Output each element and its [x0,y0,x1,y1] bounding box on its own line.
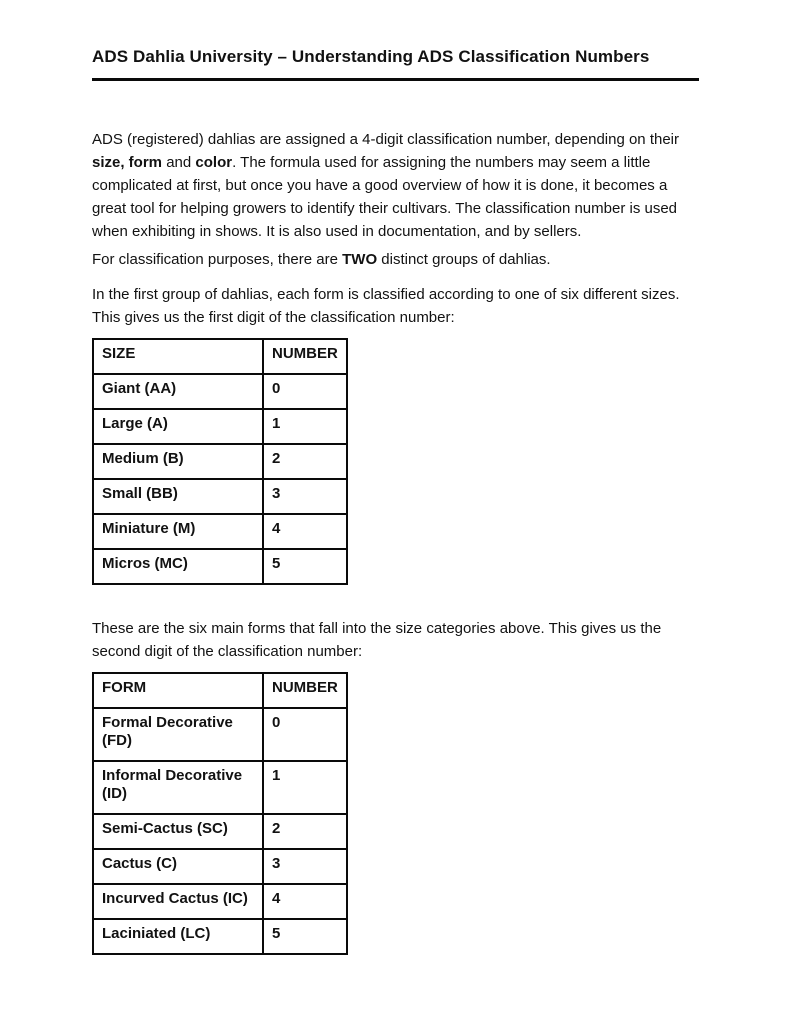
size-cell: Micros (MC) [93,549,263,584]
table-row [93,479,347,514]
form-cell: Laciniated (LC) [93,919,263,954]
table-row [93,549,347,584]
size-cell: Giant (AA) [93,374,263,409]
form-cell: Informal Decorative (ID) [93,761,263,814]
groups-text: For classification purposes, there are [92,251,343,268]
table-row [93,919,347,954]
size-cell: Miniature (M) [93,514,263,549]
intro-text: and [162,154,196,171]
table-row [93,814,347,849]
number-cell: 3 [263,849,347,884]
size-cell: Medium (B) [93,444,263,479]
table-row [93,514,347,549]
number-cell: 0 [263,708,347,761]
table-row [93,374,347,409]
number-cell: 1 [263,761,347,814]
number-cell: 1 [263,409,347,444]
number-cell: 2 [263,444,347,479]
intro-text: ADS (registered) dahlias are assigned a 4-digit classification number, depending on their [92,131,679,148]
size-table [92,338,348,585]
table-row [93,444,347,479]
page-title: ADS Dahlia University – Understanding ADS Classification Numbers [92,47,650,66]
table-row [93,849,347,884]
table-row [93,761,347,814]
form-table [92,672,348,955]
number-cell: 5 [263,919,347,954]
form-cell: Cactus (C) [93,849,263,884]
number-header-cell: NUMBER [263,673,347,708]
form-header-cell: FORM [93,673,263,708]
number-cell: 5 [263,549,347,584]
form-cell: Formal Decorative (FD) [93,708,263,761]
number-cell: 0 [263,374,347,409]
number-cell: 4 [263,884,347,919]
intro-paragraph [92,128,700,243]
table-row [93,409,347,444]
groups-paragraph [92,248,700,271]
number-cell: 3 [263,479,347,514]
number-header-cell: NUMBER [263,339,347,374]
bold-two: TWO [342,251,378,268]
groups-text: distinct groups of dahlias. [377,251,551,268]
title-divider [92,78,699,81]
table-header-row [93,339,347,374]
table-header-row [93,673,347,708]
intro-text: . The formula used for assigning the numbers may seem a little complicated at first, but once you have a good overview of how it is done, it becomes a great tool for helping growers to identify their cultivars. The classification number is used when exhibiting in shows. It is also used in documentation, and by sellers. [92,154,678,240]
size-header-cell: SIZE [93,339,263,374]
number-cell: 2 [263,814,347,849]
bold-color: color [195,154,233,171]
table-row [93,708,347,761]
bold-size-form: size, form [92,154,163,171]
table-row [93,884,347,919]
first-digit-paragraph: In the first group of dahlias, each form is classified according to one of six different sizes. This gives us the first digit of the classification number: [92,286,680,326]
number-cell: 4 [263,514,347,549]
second-digit-paragraph: These are the six main forms that fall into the size categories above. This gives us the second digit of the classification number: [92,620,662,660]
size-cell: Large (A) [93,409,263,444]
form-cell: Semi-Cactus (SC) [93,814,263,849]
size-cell: Small (BB) [93,479,263,514]
form-cell: Incurved Cactus (IC) [93,884,263,919]
